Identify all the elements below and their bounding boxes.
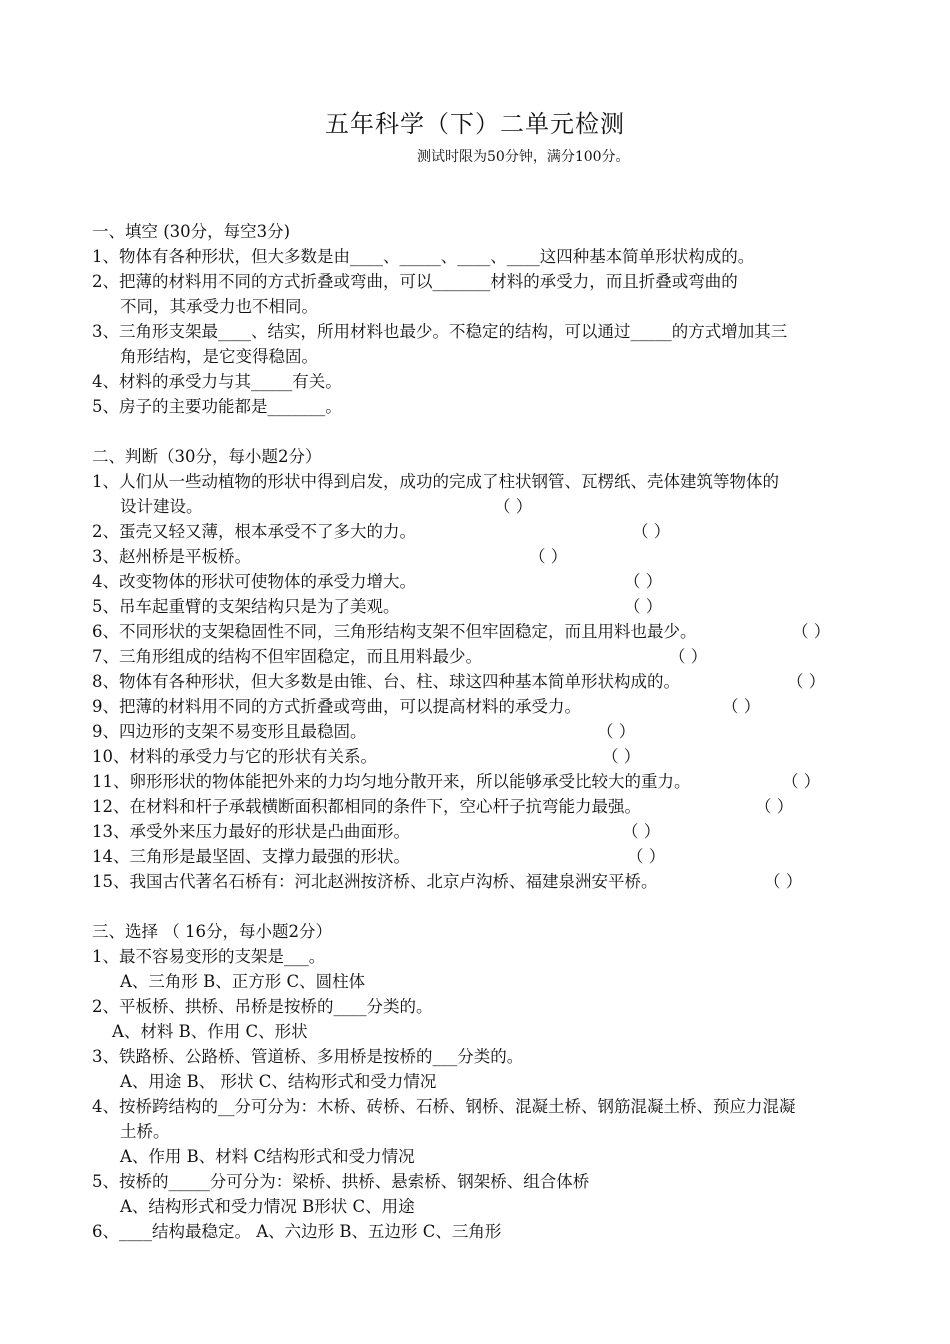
section-spacer [92, 419, 864, 444]
judge-text: 8、物体有各种形状，但大多数是由锥、台、柱、球这四种基本简单形状构成的。 [92, 672, 680, 691]
answer-parentheses: （ ） [622, 822, 661, 841]
answer-parentheses: （ ） [669, 647, 708, 666]
judge-question [92, 694, 864, 719]
answer-parentheses: （ ） [787, 672, 826, 691]
answer-parentheses: （ ） [494, 497, 533, 516]
choice-question: 1、最不容易变形的支架是___。 [92, 947, 326, 966]
judge-text: 15、我国古代著名石桥有：河北赵洲按济桥、北京卢沟桥、福建泉洲安平桥。 [92, 872, 658, 891]
choice-options: A、三角形 B、正方形 C、圆柱体 [120, 972, 366, 991]
judge-question [92, 644, 864, 669]
section-spacer [92, 894, 864, 919]
section-heading-fill: 一、填空 (30分，每空3分) [92, 222, 291, 241]
judge-question: 1、人们从一些动植物的形状中得到启发，成功的完成了柱状钢管、瓦楞纸、壳体建筑等物体的 [92, 472, 779, 491]
choice-options: A、作用 B、材料 C结构形式和受力情况 [120, 1147, 415, 1166]
judge-question [92, 869, 864, 894]
answer-parentheses: （ ） [764, 872, 803, 891]
choice-question: 5、按桥的_____分可分为：梁桥、拱桥、悬索桥、钢架桥、组合体桥 [92, 1172, 590, 1191]
answer-parentheses: （ ） [529, 547, 568, 566]
answer-parentheses: （ ） [782, 772, 821, 791]
judge-text: 2、蛋壳又轻又薄，根本承受不了多大的力。 [92, 522, 416, 541]
answer-parentheses: （ ） [624, 572, 663, 591]
choice-question: 6、____结构最稳定。 A、六边形 B、五边形 C、三角形 [92, 1222, 502, 1241]
answer-parentheses: （ ） [597, 722, 636, 741]
judge-text: 11、卵形形状的物体能把外来的力均匀地分散开来，所以能够承受比较大的重力。 [92, 772, 691, 791]
judge-question [92, 819, 864, 844]
answer-parentheses: （ ） [722, 697, 761, 716]
answer-parentheses: （ ） [632, 522, 671, 541]
judge-text: 9、四边形的支架不易变形且最稳固。 [92, 722, 367, 741]
answer-parentheses: （ ） [792, 622, 831, 641]
judge-question [92, 744, 864, 769]
judge-question-continued [92, 494, 864, 519]
judge-text: 10、材料的承受力与它的形状有关系。 [92, 747, 377, 766]
judge-question [92, 794, 864, 819]
choice-question: 4、按桥跨结构的__分可分为：木桥、砖桥、石桥、钢桥、混凝土桥、钢筋混凝土桥、预应力混凝 [92, 1097, 796, 1116]
choice-options: A、用途 B、 形状 C、结构形式和受力情况 [120, 1072, 437, 1091]
judge-text: 3、赵州桥是平板桥。 [92, 547, 251, 566]
judge-question [92, 594, 864, 619]
answer-parentheses: （ ） [602, 747, 641, 766]
fill-question: 4、材料的承受力与其_____有关。 [92, 372, 342, 391]
choice-question: 3、铁路桥、公路桥、管道桥、多用桥是按桥的___分类的。 [92, 1047, 524, 1066]
judge-question [92, 769, 864, 794]
judge-question [92, 719, 864, 744]
section-heading-judge: 二、判断（30分，每小题2分） [92, 447, 322, 466]
judge-question [92, 844, 864, 869]
judge-text: 7、三角形组成的结构不但牢固稳定，而且用料最少。 [92, 647, 482, 666]
section-heading-choice: 三、选择 （ 16分，每小题2分） [92, 922, 332, 941]
answer-parentheses: （ ） [624, 597, 663, 616]
page-title: 五年科学（下）二单元检测 [325, 110, 625, 138]
judge-text: 4、改变物体的形状可使物体的承受力增大。 [92, 572, 416, 591]
fill-question: 2、把薄的材料用不同的方式折叠或弯曲，可以_______材料的承受力，而且折叠或弯曲的 [92, 272, 738, 291]
choice-options: A、材料 B、作用 C、形状 [112, 1022, 308, 1041]
judge-question [92, 619, 864, 644]
judge-text: 5、吊车起重臂的支架结构只是为了美观。 [92, 597, 400, 616]
choice-question-continued: 土桥。 [120, 1122, 170, 1141]
fill-question: 5、房子的主要功能都是_______。 [92, 397, 342, 416]
judge-text: 13、承受外来压力最好的形状是凸曲面形。 [92, 822, 410, 841]
fill-question: 1、物体有各种形状，但大多数是由____、_____、____、____这四种基本简单形状构成的。 [92, 247, 755, 266]
choice-question: 2、平板桥、拱桥、吊桥是按桥的____分类的。 [92, 997, 433, 1016]
fill-question-continued: 角形结构，是它变得稳固。 [120, 347, 318, 366]
judge-text: 设计建设。 [120, 497, 203, 516]
judge-text: 6、不同形状的支架稳固性不同，三角形结构支架不但牢固稳定，而且用料也最少。 [92, 622, 697, 641]
fill-question: 3、三角形支架最____、结实，所用材料也最少。不稳定的结构，可以通过_____的方式增加其三 [92, 322, 788, 341]
judge-question [92, 519, 864, 544]
judge-text: 9、把薄的材料用不同的方式折叠或弯曲，可以提高材料的承受力。 [92, 697, 581, 716]
judge-text: 14、三角形是最坚固、支撑力最强的形状。 [92, 847, 410, 866]
judge-question [92, 669, 864, 694]
judge-question [92, 569, 864, 594]
page-subtitle: 测试时限为50分钟，满分100分。 [417, 149, 630, 165]
judge-text: 12、在材料和杆子承载横断面积都相同的条件下，空心杆子抗弯能力最强。 [92, 797, 641, 816]
fill-question-continued: 不同，其承受力也不相同。 [120, 297, 318, 316]
answer-parentheses: （ ） [627, 847, 666, 866]
choice-options: A、结构形式和受力情况 B形状 C、用途 [120, 1197, 415, 1216]
exam-body [92, 219, 864, 1244]
answer-parentheses: （ ） [755, 797, 794, 816]
judge-question [92, 544, 864, 569]
